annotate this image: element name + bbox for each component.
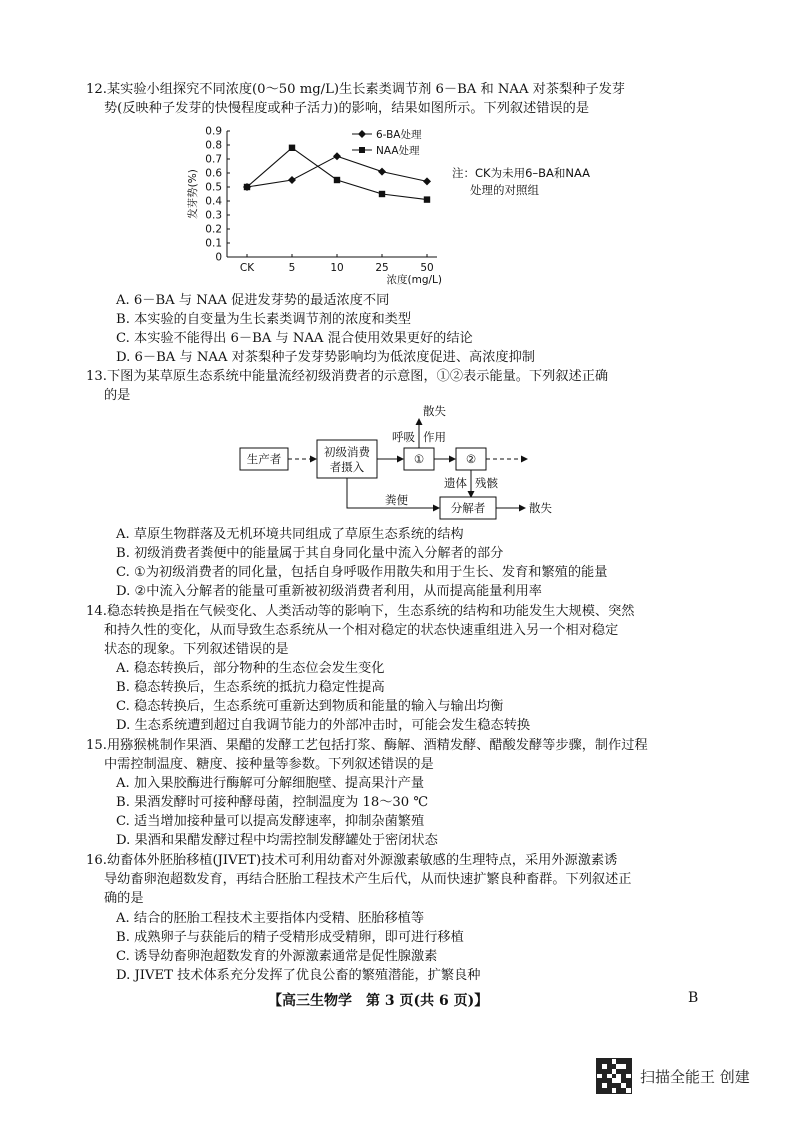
q14-option-d: D. 生态系统遭到超过自我调节能力的外部冲击时，可能会发生稳态转换 xyxy=(116,718,531,733)
q12-chart-note-line1: 注：CK为未用6–BA和NAA xyxy=(452,166,591,180)
chart-y-tick-label: 0.5 xyxy=(205,181,222,194)
chart-point-diamond xyxy=(288,176,296,184)
chart-x-tick-label: 5 xyxy=(288,262,296,274)
chart-x-tick-label: 50 xyxy=(420,262,434,274)
scanner-watermark xyxy=(596,1058,750,1094)
lost-right-label: 散失 xyxy=(529,501,552,515)
svg-text:①: ① xyxy=(413,452,425,466)
respiration-label-1: 呼吸 xyxy=(392,430,415,444)
paper-variant: B xyxy=(688,990,699,1006)
q14-option-b: B. 稳态转换后，生态系统的抵抗力稳定性提高 xyxy=(116,680,385,695)
chart-y-tick-label: 0.1 xyxy=(205,237,222,250)
producer-box xyxy=(240,448,288,470)
q14-option-a: A. 稳态转换后，部分物种的生态位会发生变化 xyxy=(116,661,385,676)
svg-text:分解者: 分解者 xyxy=(450,501,486,515)
chart-point-square xyxy=(244,184,250,190)
intake-box xyxy=(317,440,377,478)
qr-code-icon xyxy=(596,1058,632,1094)
decomposer-box xyxy=(440,497,496,519)
chart-legend-label: 6-BA处理 xyxy=(376,129,422,141)
respiration-label-2: 作用 xyxy=(423,430,446,444)
q16-option-a: A. 结合的胚胎工程技术主要指体内受精、胚胎移植等 xyxy=(116,911,425,926)
chart-x-tick-label: 10 xyxy=(330,262,344,274)
q12-option-b: B. 本实验的自变量为生长素类调节剂的浓度和类型 xyxy=(116,312,412,327)
q16-option-c: C. 诱导幼畜卵泡超数发育的外源激素通常是促性腺激素 xyxy=(116,949,438,964)
watermark-text: 扫描全能王 创建 xyxy=(640,1067,750,1086)
chart-legend-label: NAA处理 xyxy=(376,145,420,157)
svg-text:者摄入: 者摄入 xyxy=(329,460,365,474)
chart-point-square xyxy=(289,145,295,151)
remains-label-1: 遗体 xyxy=(444,476,467,490)
q15-option-c: C. 适当增加接种量可以提高发酵速率，抑制杂菌繁殖 xyxy=(116,814,425,829)
q12-option-c: C. 本实验不能得出 6－BA 与 NAA 混合使用效果更好的结论 xyxy=(116,331,473,346)
q13-option-c: C. ①为初级消费者的同化量，包括自身呼吸作用散失和用于生长、发育和繁殖的能量 xyxy=(116,565,608,580)
svg-text:生产者: 生产者 xyxy=(246,452,282,466)
chart-point-diamond xyxy=(423,177,431,185)
q12-stem-line1: 12.某实验小组探究不同浓度(0～50 mg/L)生长素类调节剂 6－BA 和 NAA 对茶梨种子发芽 xyxy=(86,82,625,97)
energy2-box xyxy=(456,448,486,470)
feces-label: 粪便 xyxy=(385,493,408,507)
q15-option-d: D. 果酒和果醋发酵过程中均需控制发酵罐处于密闭状态 xyxy=(116,833,438,848)
chart-point-diamond xyxy=(378,168,386,176)
q14-stem-line2: 和持久性的变化，从而导致生态系统从一个相对稳定的状态快速重组进入另一个相对稳定 xyxy=(104,623,619,638)
remains-label-2: 残骸 xyxy=(475,476,498,490)
page-footer: 【高三生物学 第 3 页(共 6 页)】 xyxy=(268,993,489,1009)
q13-option-b: B. 初级消费者粪便中的能量属于其自身同化量中流入分解者的部分 xyxy=(116,546,504,561)
q15-stem-line1: 15.用猕猴桃制作果酒、果醋的发酵工艺包括打浆、酶解、酒精发酵、醋酸发酵等步骤，制作过程 xyxy=(86,738,648,753)
q16-option-b: B. 成熟卵子与获能后的精子受精形成受精卵，即可进行移植 xyxy=(116,930,464,945)
q12-stem-line2: 势(反映种子发芽的快慢程度或种子活力)的影响，结果如图所示。下列叙述错误的是 xyxy=(104,101,590,116)
q14-stem-line1: 14.稳态转换是指在气候变化、人类活动等的影响下，生态系统的结构和功能发生大规模、突然 xyxy=(86,604,635,619)
chart-y-label: 发芽势(%) xyxy=(187,169,199,219)
q12-chart-note-line2: 处理的对照组 xyxy=(470,183,539,197)
chart-point-diamond xyxy=(333,152,341,160)
q15-option-b: B. 果酒发酵时可接种酵母菌，控制温度为 18～30 ℃ xyxy=(116,795,429,810)
chart-y-tick-label: 0.7 xyxy=(205,153,222,166)
q13-stem-line1: 13.下图为某草原生态系统中能量流经初级消费者的示意图，①②表示能量。下列叙述正确 xyxy=(86,369,609,384)
chart-point-square xyxy=(424,196,430,202)
q15-option-a: A. 加入果胶酶进行酶解可分解细胞壁、提高果汁产量 xyxy=(116,776,425,791)
q12-option-a: A. 6－BA 与 NAA 促进发芽势的最适浓度不同 xyxy=(116,293,390,308)
chart-legend-marker xyxy=(359,147,365,153)
chart-x-tick-label: 25 xyxy=(375,262,389,274)
q16-stem-line1: 16.幼畜体外胚胎移植(JIVET)技术可利用幼畜对外源激素敏感的生理特点，采用外源激素诱 xyxy=(86,853,618,868)
chart-x-label: 浓度(mg/L) xyxy=(386,274,442,286)
chart-x-tick-label: CK xyxy=(239,262,255,274)
svg-text:初级消费: 初级消费 xyxy=(324,445,370,459)
q15-stem-line2: 中需控制温度、糖度、接种量等参数。下列叙述错误的是 xyxy=(104,757,434,772)
q16-stem-line2: 导幼畜卵泡超数发育，再结合胚胎工程技术产生后代，从而快速扩繁良种畜群。下列叙述正 xyxy=(104,872,632,887)
chart-y-tick-label: 0.3 xyxy=(205,209,222,222)
chart-legend-marker xyxy=(358,130,366,138)
q13-option-d: D. ②中流入分解者的能量可重新被初级消费者利用，从而提高能量利用率 xyxy=(116,584,542,599)
chart-y-tick-label: 0.9 xyxy=(205,125,222,138)
q16-option-d: D. JIVET 技术体系充分发挥了优良公畜的繁殖潜能，扩繁良种 xyxy=(116,968,481,983)
chart-y-tick-label: 0.8 xyxy=(205,139,222,152)
lost-top-label: 散失 xyxy=(423,405,446,418)
q14-stem-line3: 状态的现象。下列叙述错误的是 xyxy=(104,642,289,657)
chart-y-tick-label: 0 xyxy=(215,251,222,264)
q13-stem-line2: 的是 xyxy=(104,388,131,403)
q13-energy-flow-diagram xyxy=(235,405,585,525)
svg-text:②: ② xyxy=(465,452,477,466)
energy1-box xyxy=(404,448,434,470)
chart-y-tick-label: 0.2 xyxy=(205,223,222,236)
chart-y-tick-label: 0.6 xyxy=(205,167,222,180)
q16-stem-line3: 确的是 xyxy=(104,891,144,906)
chart-point-square xyxy=(334,177,340,183)
q14-option-c: C. 稳态转换后，生态系统可重新达到物质和能量的输入与输出均衡 xyxy=(116,699,504,714)
chart-y-tick-label: 0.4 xyxy=(205,195,222,208)
q13-option-a: A. 草原生物群落及无机环境共同组成了草原生态系统的结构 xyxy=(116,527,464,542)
q12-option-d: D. 6－BA 与 NAA 对茶梨种子发芽势影响均为低浓度促进、高浓度抑制 xyxy=(116,350,535,365)
q12-line-chart xyxy=(176,118,676,290)
chart-point-square xyxy=(379,191,385,197)
